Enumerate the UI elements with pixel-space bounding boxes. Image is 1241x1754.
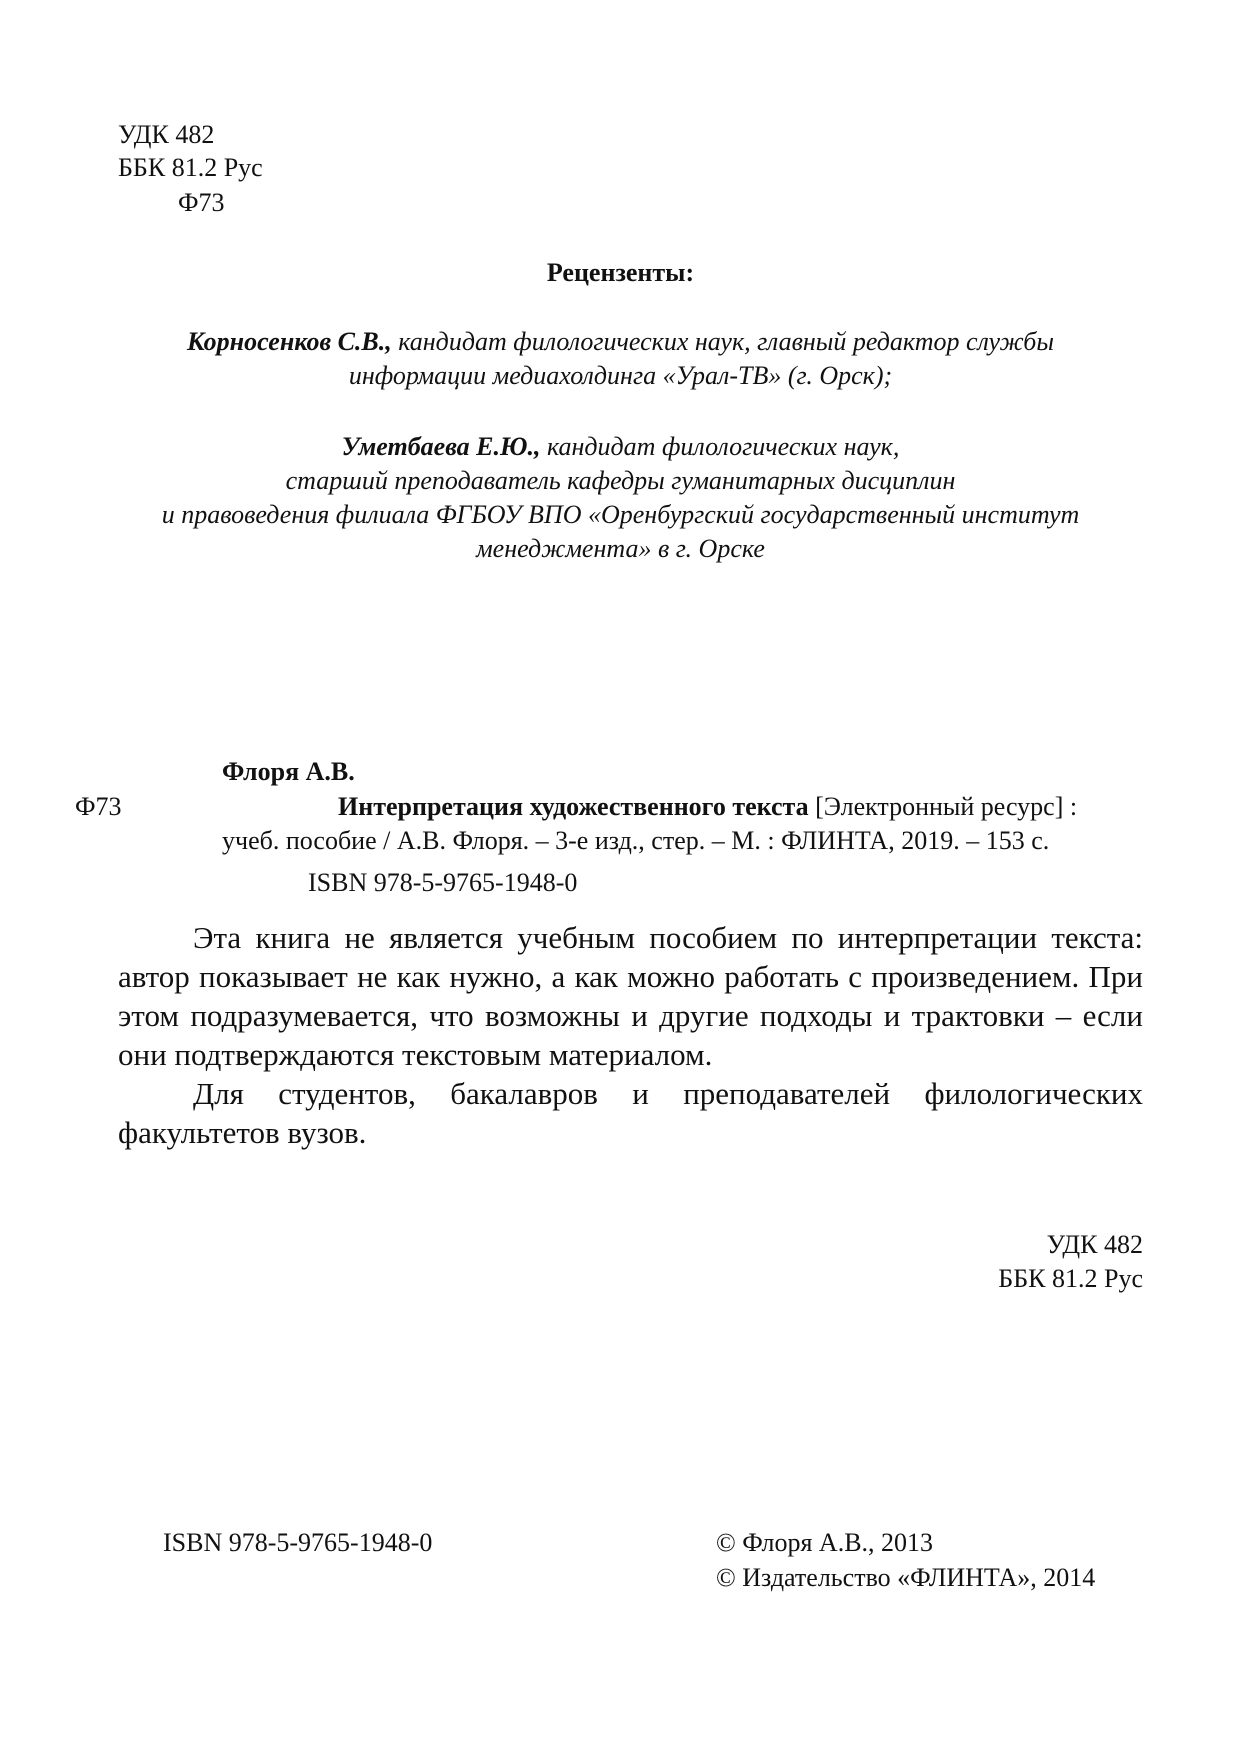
book-title-line [338,792,1077,822]
bbk-code: ББК 81.2 Рус [118,153,263,182]
resource-type: [Электронный ресурс] : [808,792,1078,821]
reviewer-affiliation: информации медиахолдинга «Урал-ТВ» (г. Орск); [348,361,893,390]
reviewer-credentials: кандидат филологических наук, главный редактор службы [391,327,1054,356]
bbk-code: ББК 81.2 Рус [998,1264,1143,1293]
isbn: ISBN 978-5-9765-1948-0 [308,868,578,897]
reviewer-position: старший преподаватель кафедры гуманитарных дисциплин [285,466,956,495]
copyright-author: © Флоря А.В., 2013 [716,1528,934,1557]
udk-code: УДК 482 [118,120,215,149]
isbn: ISBN 978-5-9765-1948-0 [163,1528,433,1557]
book-title: Интерпретация художественного текста [338,792,809,821]
reviewers-heading: Рецензенты: [546,258,695,287]
author-sign: Ф73 [178,188,225,217]
reviewer-affiliation-end: менеджмента» в г. Орске [476,534,765,563]
copyright-publisher: © Издательство «ФЛИНТА», 2014 [716,1563,1096,1592]
book-author: Флоря А.В. [222,757,355,786]
reviewer-entry [100,430,1141,566]
reviewer-name: Уметбаева Е.Ю., [341,432,541,461]
author-sign: Ф73 [75,792,122,821]
publication-details: учеб. пособие / А.В. Флоря. – 3-е изд., стер. – М. : ФЛИНТА, 2019. – 153 с. [222,826,1050,855]
annotation-paragraph: Для студентов, бакалавров и преподавателей филологических факультетов вузов. [118,1076,1143,1150]
reviewer-entry [100,325,1141,393]
udk-code: УДК 482 [1046,1230,1143,1259]
annotation [118,918,1143,1152]
reviewer-affiliation: и правоведения филиала ФГБОУ ВПО «Оренбургский государственный институт [161,500,1080,529]
reviewer-name: Корносенков С.В., [187,327,392,356]
annotation-paragraph: Эта книга не является учебным пособием по интерпретации текста: автор показывает не как нужно, а как можно работать с произведением. При этом подразумевается, что возможны и другие подходы и трактовки – если они подтверждаются текстовым материалом. [118,920,1143,1072]
reviewer-credentials: кандидат филологических наук, [540,432,900,461]
